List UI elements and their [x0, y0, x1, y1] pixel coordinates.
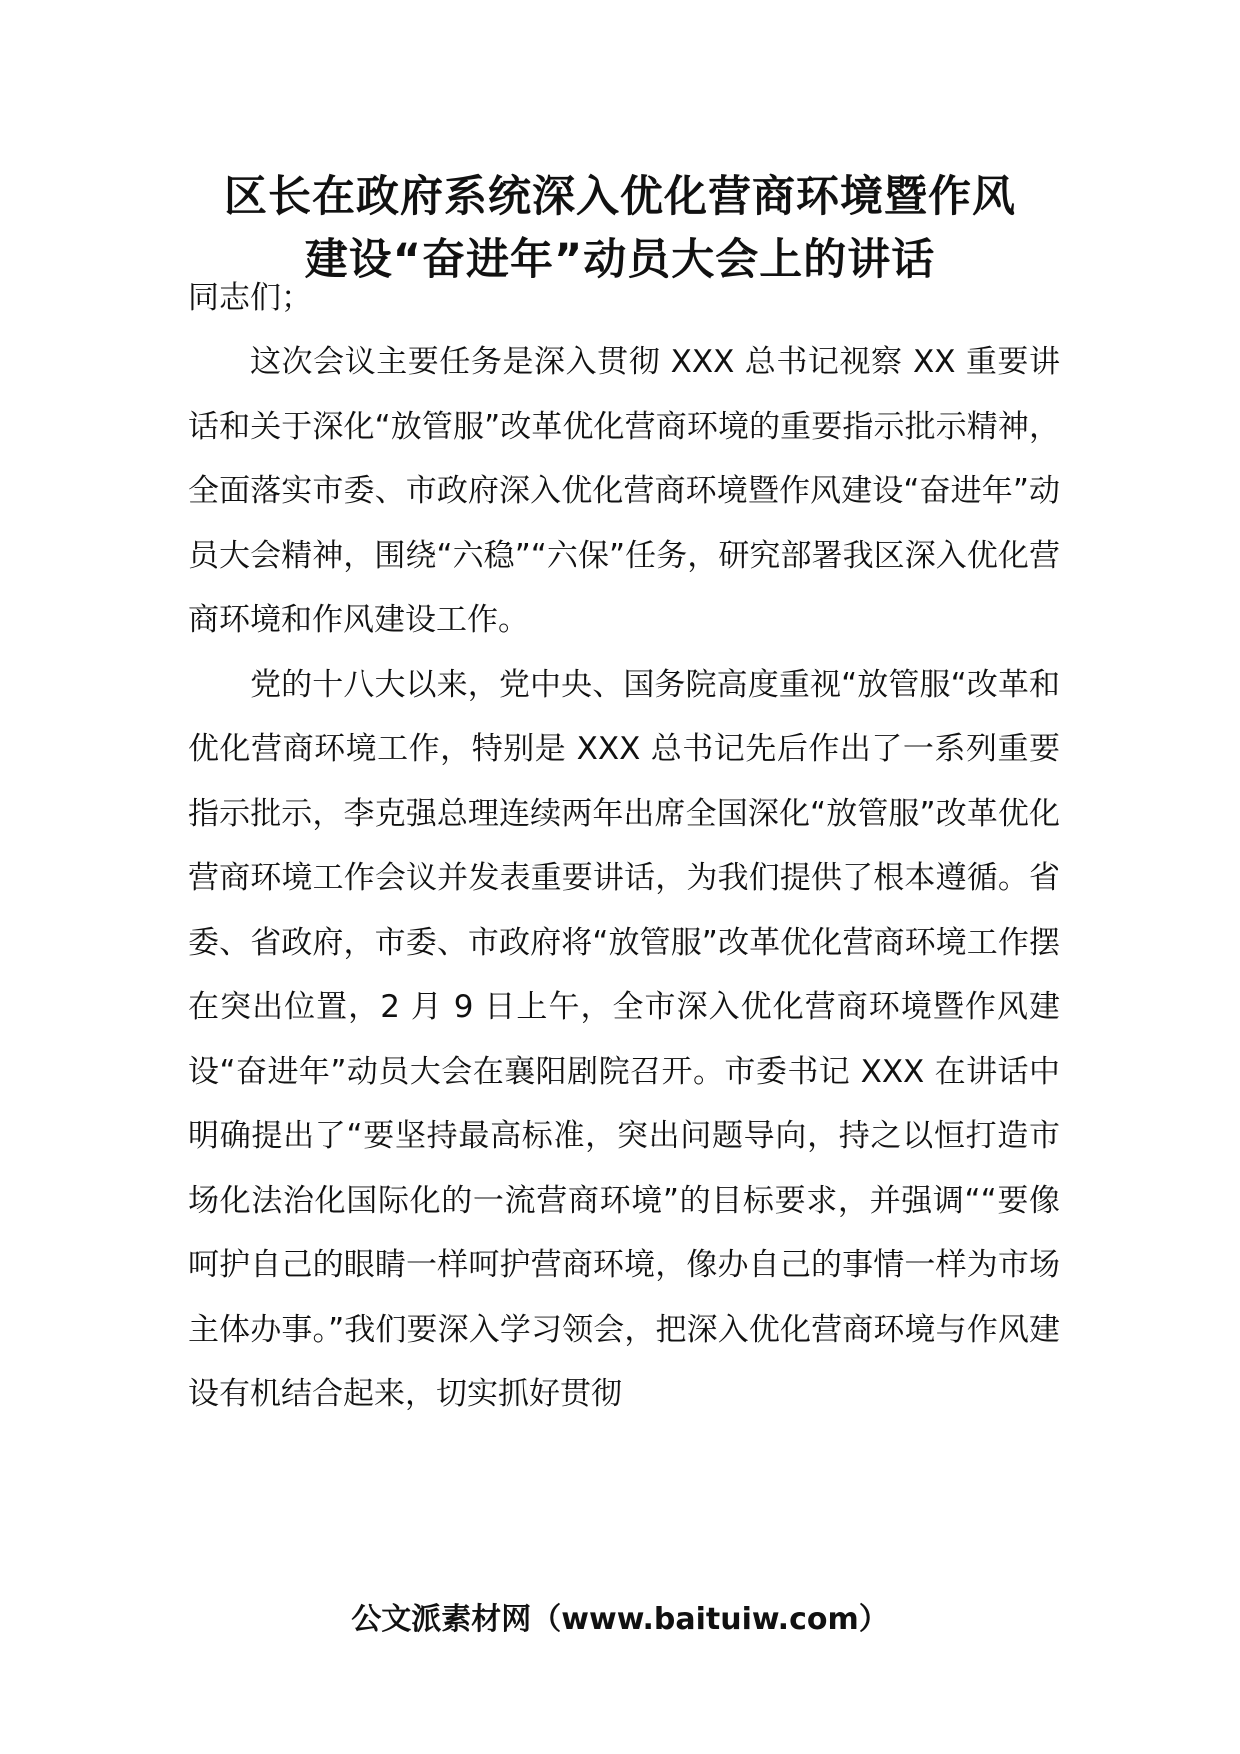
- document-body: [188, 330, 1060, 1427]
- salutation: 同志们；: [188, 280, 312, 316]
- title-line-2: 建设“奋进年”动员大会上的讲话: [304, 235, 936, 285]
- paragraph-2: 党的十八大以来，党中央、国务院高度重视“放管服“改革和优化营商环境工作，特别是 XXX 总书记先后作出了一系列重要指示批示，李克强总理连续两年出席全国深化“放管服”改革优化营商环境工作会议并发表重要讲话，为我们提供了根本遵循。省委、省政府，市委、市政府将“放管服”改革优化营商环境工作摆在突出位置，2 月 9 日上午，全市深入优化营商环境暨作风建设“奋进年”动员大会在襄阳剧院召开。市委书记 XXX 在讲话中明确提出了“要坚持最高标准，突出问题导向，持之以恒打造市场化法治化国际化的一流营商环境”的目标要求，并强调““要像呵护自己的眼睛一样呵护营商环境，像办自己的事情一样为市场主体办事。”我们要深入学习领会，把深入优化营商环境与作风建设有机结合起来，切实抓好贯彻: [188, 666, 1060, 1412]
- title-line-1: 区长在政府系统深入优化营商环境暨作风: [224, 172, 1016, 222]
- paragraph-1: 这次会议主要任务是深入贯彻 XXX 总书记视察 XX 重要讲话和关于深化“放管服”改革优化营商环境的重要指示批示精神，全面落实市委、市政府深入优化营商环境暨作风建设“奋进年”动员大会精神，围绕“六稳”“六保”任务，研究部署我区深入优化营商环境和作风建设工作。: [188, 344, 1060, 638]
- footer-watermark: 公文派素材网（www.baituiw.com）: [351, 1602, 889, 1637]
